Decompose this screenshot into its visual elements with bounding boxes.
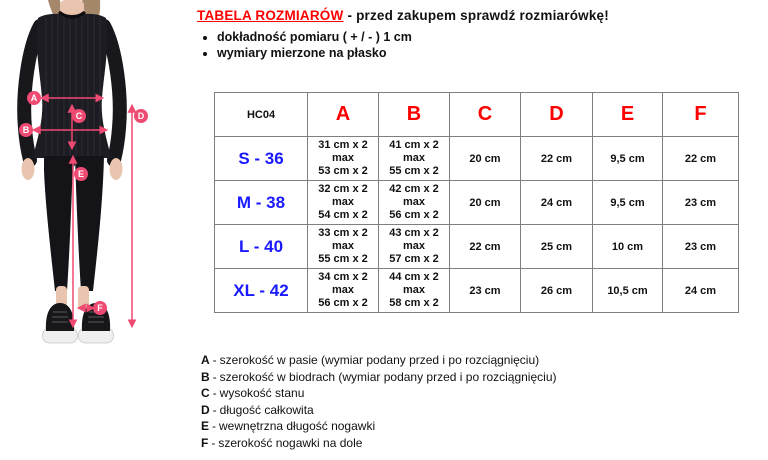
cell-f: 23 cm: [663, 181, 739, 225]
size-label: XL - 42: [215, 269, 308, 313]
cell-b: [379, 269, 450, 313]
cell-f: 22 cm: [663, 137, 739, 181]
legend-item: [201, 435, 557, 452]
model-leg-left: [44, 156, 73, 291]
cell-d: 26 cm: [521, 269, 593, 313]
measurement-line: 53 cm x 2: [318, 165, 368, 177]
measurement-line: 57 cm x 2: [389, 253, 439, 265]
cell-d: 22 cm: [521, 137, 593, 181]
measurement-line: 58 cm x 2: [389, 297, 439, 309]
table-row-m38: [215, 181, 739, 225]
legend-item: [201, 352, 557, 369]
model-ankle-right: [78, 286, 89, 310]
measurement-line: max: [331, 240, 355, 252]
measurement-line: 55 cm x 2: [389, 165, 439, 177]
legend-description: szerokość w biodrach (wymiar podany przed i po rozciągnięciu): [219, 369, 557, 384]
size-table-header-row: [215, 93, 739, 137]
table-row-xl42: [215, 269, 739, 313]
cell-b: [379, 181, 450, 225]
cell-c: 22 cm: [450, 225, 521, 269]
measurement-line: max: [402, 240, 426, 252]
cell-e: 10 cm: [593, 225, 663, 269]
table-row-l40: [215, 225, 739, 269]
column-header-c: C: [450, 93, 521, 137]
column-header-b: B: [379, 93, 450, 137]
cell-a: [308, 181, 379, 225]
measurement-line: 34 cm x 2: [318, 271, 368, 283]
cell-f: 24 cm: [663, 269, 739, 313]
size-table: [214, 92, 739, 313]
legend-letter: E: [201, 419, 210, 433]
measurement-line: max: [402, 284, 426, 296]
measurement-line: 32 cm x 2: [318, 183, 368, 195]
header-bullet-list: [217, 29, 757, 61]
legend-letter: F: [201, 435, 209, 450]
legend-separator: -: [212, 402, 217, 417]
measurement-line: 43 cm x 2: [389, 227, 439, 239]
cell-e: 10,5 cm: [593, 269, 663, 313]
measurement-line: max: [331, 152, 355, 164]
measurement-line: 55 cm x 2: [318, 253, 368, 265]
size-label: L - 40: [215, 225, 308, 269]
legend-description: wewnętrzna długość nogawki: [219, 419, 376, 433]
legend-item: [201, 385, 557, 402]
marker-c-label: C: [75, 111, 83, 121]
cell-c: 20 cm: [450, 181, 521, 225]
cell-a: [308, 137, 379, 181]
column-header-e: E: [593, 93, 663, 137]
model-hand-left: [22, 158, 35, 180]
legend-description: wysokość stanu: [219, 386, 305, 400]
header-block: [197, 8, 757, 61]
legend-description: szerokość nogawki na dole: [218, 435, 363, 450]
measurement-diagram: [0, 0, 190, 350]
measurement-line: 54 cm x 2: [318, 209, 368, 221]
legend-letter: A: [201, 353, 210, 367]
legend-item: [201, 418, 557, 435]
marker-e-label: E: [77, 169, 85, 179]
marker-a-label: A: [30, 93, 38, 103]
product-code: HC04: [215, 93, 308, 137]
legend-description: szerokość w pasie (wymiar podany przed i po rozciągnięciu): [219, 353, 540, 367]
cell-a: [308, 269, 379, 313]
measurement-line: 44 cm x 2: [389, 271, 439, 283]
cell-e: 9,5 cm: [593, 137, 663, 181]
cell-c: 20 cm: [450, 137, 521, 181]
cell-a: [308, 225, 379, 269]
measurement-line: 56 cm x 2: [389, 209, 439, 221]
measurement-line: 33 cm x 2: [318, 227, 368, 239]
measurement-line: 31 cm x 2: [318, 139, 368, 151]
column-header-a: A: [308, 93, 379, 137]
cell-b: [379, 225, 450, 269]
measurement-line: max: [402, 196, 426, 208]
legend-item: [201, 402, 557, 419]
cell-b: [379, 137, 450, 181]
model-hand-right: [110, 158, 123, 180]
measurement-line: 56 cm x 2: [318, 297, 368, 309]
measurement-legend: [201, 352, 557, 451]
column-header-d: D: [521, 93, 593, 137]
cell-d: 25 cm: [521, 225, 593, 269]
legend-separator: -: [212, 419, 217, 433]
table-row-s36: [215, 137, 739, 181]
page-title: [197, 8, 757, 23]
size-label: S - 36: [215, 137, 308, 181]
measurement-line: 41 cm x 2: [389, 139, 439, 151]
page-title-rest: - przed zakupem sprawdź rozmiarówkę!: [347, 8, 609, 23]
page-title-highlight: TABELA ROZMIARÓW: [197, 8, 344, 23]
bullet-item: • dokładność pomiaru ( + / - ) 1 cm: [217, 29, 757, 45]
measurement-line: max: [331, 196, 355, 208]
cell-d: 24 cm: [521, 181, 593, 225]
model-photo: [0, 0, 190, 350]
legend-letter: B: [201, 369, 210, 384]
legend-description: długość całkowita: [219, 402, 314, 417]
measurement-line: 42 cm x 2: [389, 183, 439, 195]
marker-d-label: D: [137, 111, 145, 121]
cell-f: 23 cm: [663, 225, 739, 269]
bullet-item: • wymiary mierzone na płasko: [217, 45, 757, 61]
cell-e: 9,5 cm: [593, 181, 663, 225]
cell-c: 23 cm: [450, 269, 521, 313]
column-header-f: F: [663, 93, 739, 137]
legend-letter: C: [201, 386, 210, 400]
measurement-line: max: [331, 284, 355, 296]
legend-letter: D: [201, 402, 210, 417]
legend-separator: -: [212, 386, 217, 400]
marker-f-label: F: [97, 303, 103, 313]
legend-separator: -: [211, 435, 216, 450]
legend-separator: -: [212, 369, 217, 384]
size-label: M - 38: [215, 181, 308, 225]
legend-separator: -: [212, 353, 217, 367]
measurement-line: max: [402, 152, 426, 164]
marker-b-label: B: [22, 125, 30, 135]
legend-item: [201, 369, 557, 386]
